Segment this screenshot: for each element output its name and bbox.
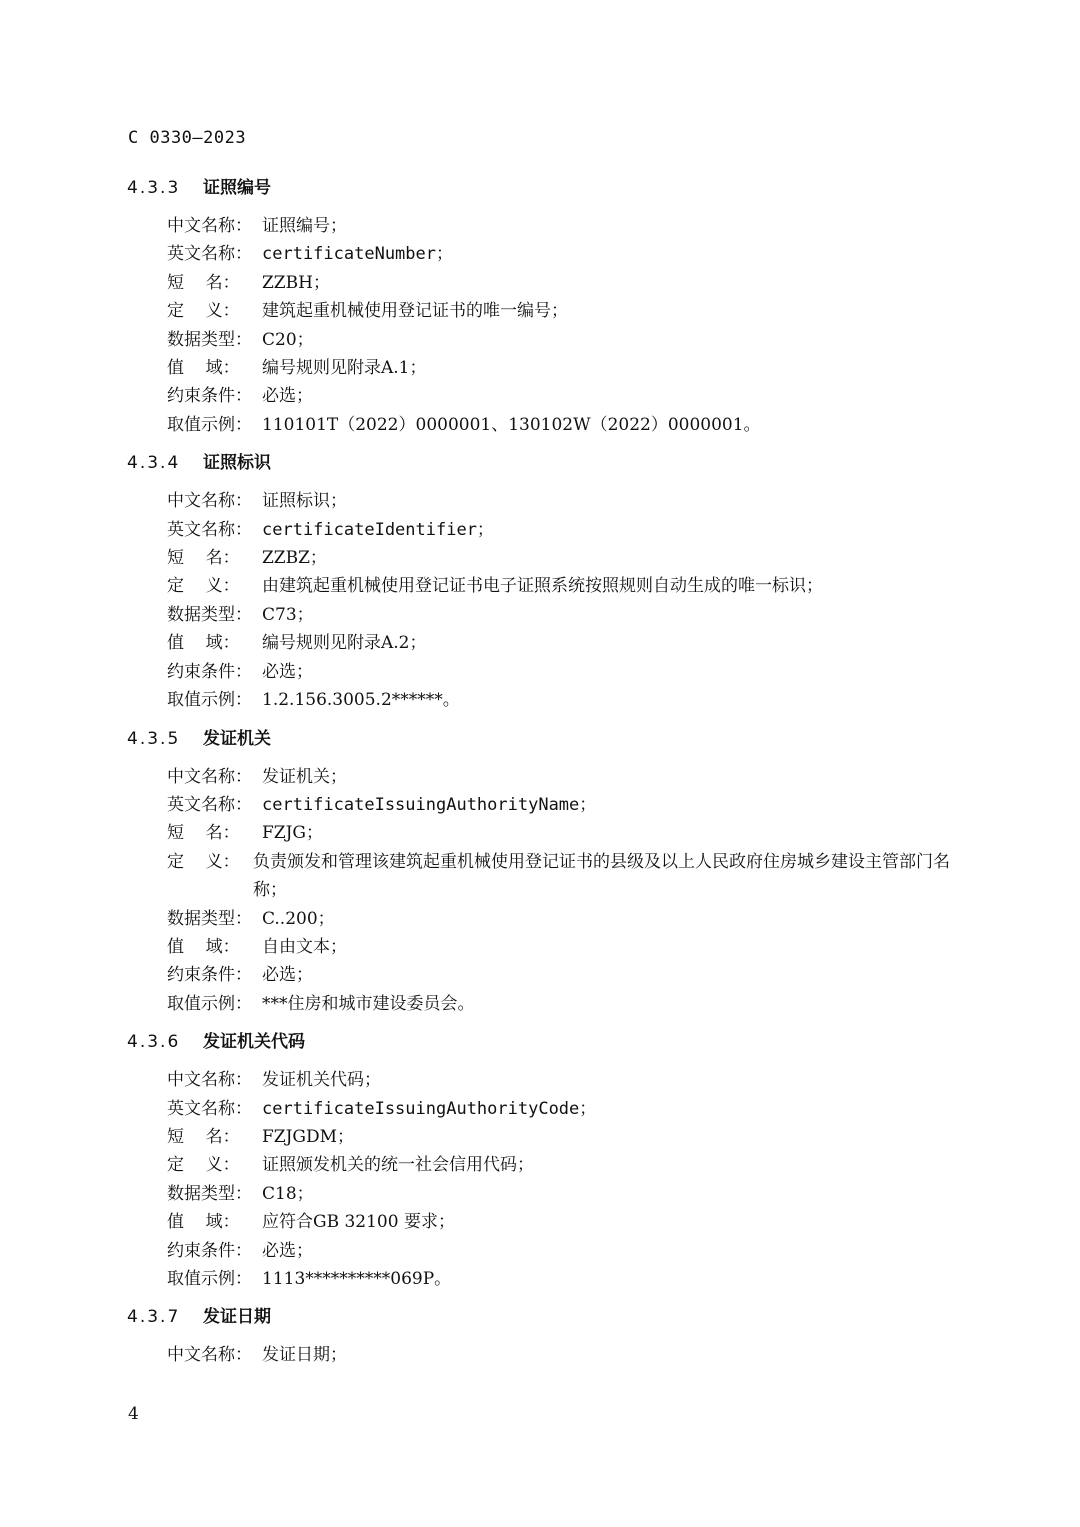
field-value: ZZBZ；	[262, 548, 327, 569]
field-row	[167, 1095, 1080, 1123]
field-label: 英文名称：	[167, 794, 252, 815]
section-number: 4.3.7	[127, 1307, 181, 1328]
section-number: 4.3.3	[127, 178, 181, 198]
field-row	[167, 629, 1080, 657]
field-label: 值 域：	[167, 1212, 240, 1233]
document-body	[0, 170, 1080, 1376]
field-value: 编号规则见附录A.1；	[262, 358, 427, 379]
field-label: 值 域：	[167, 358, 240, 379]
field-row	[167, 516, 1080, 544]
field-row	[167, 791, 1080, 819]
section-title: 证照编号	[203, 178, 271, 198]
field-row	[167, 990, 1080, 1018]
page-header: C 0330—2023	[128, 128, 247, 148]
field-label: 中文名称：	[167, 1345, 252, 1366]
field-row	[167, 487, 1080, 515]
field-row	[167, 819, 1080, 847]
field-label: 值 域：	[167, 633, 240, 654]
field-value: ZZBH；	[262, 272, 330, 293]
section-title: 发证日期	[203, 1307, 271, 1328]
field-row	[167, 544, 1080, 572]
field-value: C73；	[262, 604, 314, 625]
field-label: 数据类型：	[167, 908, 252, 929]
field-label: 取值示例：	[167, 993, 252, 1014]
field-row	[167, 601, 1080, 629]
field-label: 约束条件：	[167, 386, 252, 407]
field-value: 证照标识；	[262, 491, 347, 512]
section-heading	[127, 721, 1080, 757]
field-row	[167, 1151, 1080, 1179]
section-issuing-authority	[0, 721, 1080, 1025]
section-heading	[127, 445, 1080, 481]
section-title: 发证机关代码	[203, 1032, 305, 1053]
section-certificate-identifier	[0, 445, 1080, 720]
section-heading	[127, 1299, 1080, 1335]
field-value: 建筑起重机械使用登记证书的唯一编号；	[262, 301, 568, 322]
field-label: 定 义：	[167, 1155, 240, 1176]
field-row	[167, 961, 1080, 989]
field-value: C..200；	[262, 908, 335, 929]
field-value: 必选；	[262, 1240, 313, 1261]
field-label: 数据类型：	[167, 604, 252, 625]
field-label: 英文名称：	[167, 519, 252, 540]
field-label: 短 名：	[167, 272, 240, 293]
field-value: 编号规则见附录A.2；	[262, 633, 427, 654]
field-row	[167, 1265, 1080, 1293]
field-row	[167, 1237, 1080, 1265]
field-row	[167, 326, 1080, 354]
field-row	[167, 1180, 1080, 1208]
field-label: 英文名称：	[167, 244, 252, 265]
section-number: 4.3.6	[127, 1032, 181, 1053]
field-value: 证照编号；	[262, 216, 347, 236]
section-certificate-number	[0, 170, 1080, 445]
field-value: C20；	[262, 329, 314, 350]
field-value: 110101T（2022）0000001、130102W（2022）0000001。	[262, 414, 761, 435]
field-row	[167, 240, 1080, 268]
field-row	[167, 763, 1080, 791]
section-number: 4.3.4	[127, 453, 181, 474]
field-row	[167, 1208, 1080, 1236]
field-row	[167, 848, 1080, 905]
section-number: 4.3.5	[127, 728, 181, 749]
field-row	[167, 905, 1080, 933]
field-label: 短 名：	[167, 548, 240, 569]
field-row	[167, 212, 1080, 240]
field-row	[167, 1066, 1080, 1094]
field-value: 发证机关；	[262, 766, 347, 787]
field-value: FZJGDM；	[262, 1126, 355, 1147]
field-label: 取值示例：	[167, 414, 252, 435]
field-value: 发证日期；	[262, 1345, 347, 1366]
field-label: 取值示例：	[167, 1269, 252, 1289]
field-value: C18；	[262, 1183, 314, 1204]
field-label: 中文名称：	[167, 766, 252, 787]
field-label: 中文名称：	[167, 216, 252, 236]
field-label: 短 名：	[167, 823, 240, 844]
field-value: FZJG；	[262, 823, 324, 844]
field-row	[167, 411, 1080, 439]
field-label: 约束条件：	[167, 965, 252, 986]
field-label: 约束条件：	[167, 661, 252, 682]
field-label: 数据类型：	[167, 329, 252, 350]
field-value: ***住房和城市建设委员会。	[262, 993, 475, 1014]
field-label: 数据类型：	[167, 1183, 252, 1204]
field-value: 由建筑起重机械使用登记证书电子证照系统按照规则自动生成的唯一标识；	[262, 576, 823, 597]
field-value: certificateIssuingAuthorityCode；	[262, 1098, 597, 1119]
field-value: 1.2.156.3005.2******。	[262, 690, 460, 711]
field-label: 定 义：	[167, 576, 240, 597]
field-value: 证照颁发机关的统一社会信用代码；	[262, 1155, 534, 1176]
field-label: 中文名称：	[167, 491, 252, 512]
field-row	[167, 354, 1080, 382]
field-value: certificateNumber；	[262, 244, 453, 265]
field-value: 1113**********069P。	[262, 1269, 452, 1289]
page-number: 4	[128, 1404, 139, 1424]
field-row	[167, 297, 1080, 325]
section-heading	[127, 1024, 1080, 1060]
section-title: 证照标识	[203, 453, 271, 474]
field-value: 发证机关代码；	[262, 1070, 381, 1091]
field-value: 自由文本；	[262, 936, 347, 957]
field-label: 英文名称：	[167, 1098, 252, 1119]
field-value: 必选；	[262, 661, 313, 682]
field-label: 约束条件：	[167, 1240, 252, 1261]
field-label: 中文名称：	[167, 1070, 252, 1091]
field-row	[167, 269, 1080, 297]
field-row	[167, 572, 1080, 600]
field-label: 取值示例：	[167, 690, 252, 711]
section-title: 发证机关	[203, 728, 271, 749]
field-value: 应符合GB 32100 要求；	[262, 1212, 455, 1233]
field-value: certificateIdentifier；	[262, 519, 494, 540]
field-row	[167, 686, 1080, 714]
field-value: 必选；	[262, 965, 313, 986]
field-label: 短 名：	[167, 1126, 240, 1147]
field-label: 值 域：	[167, 936, 240, 957]
field-row	[167, 1123, 1080, 1151]
section-issue-date	[0, 1299, 1080, 1375]
field-label: 定 义：	[167, 301, 240, 322]
field-row	[167, 382, 1080, 410]
field-label: 定 义：	[167, 851, 240, 872]
field-value: certificateIssuingAuthorityName；	[262, 794, 597, 815]
field-row	[167, 933, 1080, 961]
field-row	[167, 658, 1080, 686]
section-heading	[127, 170, 1080, 206]
field-value: 必选；	[262, 386, 313, 407]
field-value: 负责颁发和管理该建筑起重机械使用登记证书的县级及以上人民政府住房城乡建设主管部门名称；	[253, 851, 950, 901]
field-row	[167, 1341, 1080, 1369]
section-issuing-authority-code	[0, 1024, 1080, 1299]
